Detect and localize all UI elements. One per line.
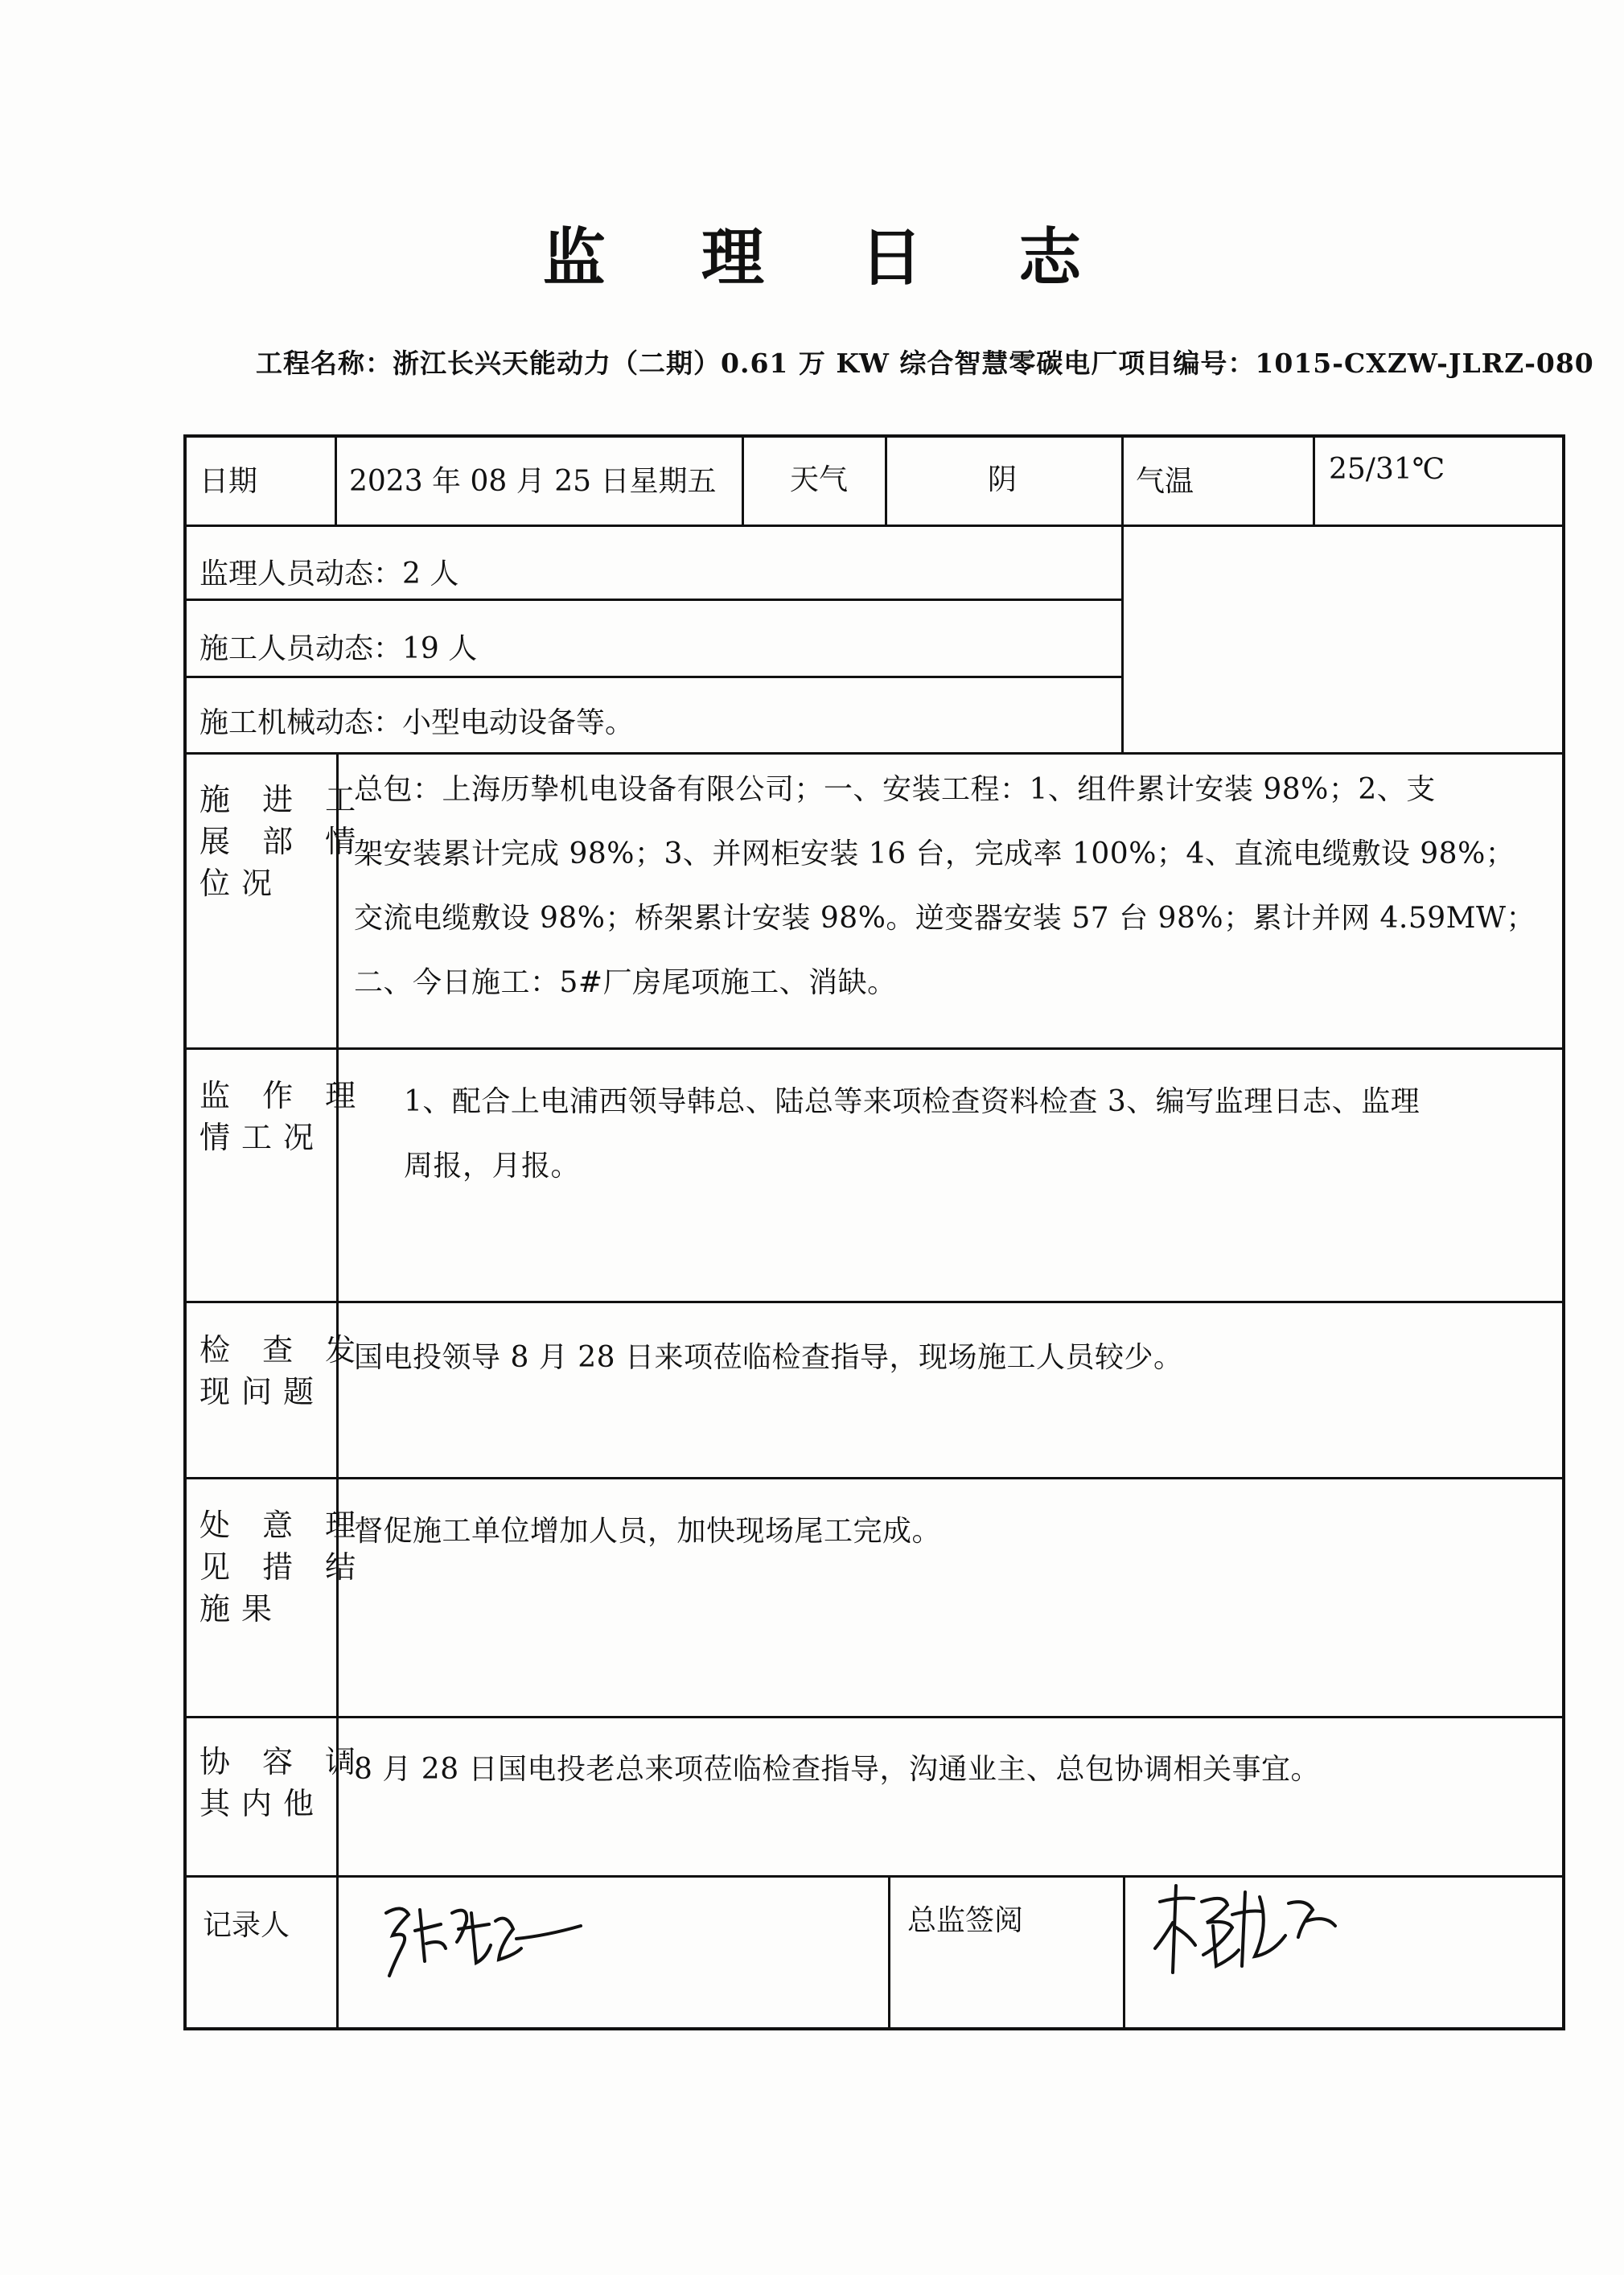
temp-value: 25/31℃	[1329, 453, 1445, 486]
row-divider	[183, 1716, 1565, 1718]
row-divider	[183, 1477, 1565, 1479]
supervision-label	[199, 1075, 367, 1158]
project-value: 浙江长兴天能动力（二期）0.61 万 KW 综合智慧零碳电厂项目编号：1015-CXZW-JLRZ-080	[393, 348, 1594, 379]
date-value: 2023 年 08 月 25 日星期五	[349, 465, 717, 498]
date-label: 日期	[199, 465, 258, 498]
col-divider	[1123, 1875, 1125, 2030]
col-divider	[1121, 434, 1124, 525]
label-line: 现问题	[199, 1374, 326, 1409]
content-line: 国电投领导 8 月 28 日来项莅临检查指导，现场施工人员较少。	[354, 1341, 1183, 1374]
project-label: 工程名称：	[256, 348, 393, 379]
weather-label: 天气	[790, 463, 849, 496]
weather-value: 阴	[988, 463, 1018, 496]
issues-label	[199, 1329, 367, 1413]
row-divider	[183, 1875, 1565, 1878]
row-divider	[183, 525, 1565, 527]
col-divider	[335, 434, 337, 525]
label-line: 情工况	[199, 1120, 326, 1155]
project-line	[256, 343, 1594, 381]
content-line: 交流电缆敷设 98%；桥架累计安装 98%。逆变器安装 57 台 98%；累计并网 4.59MW；	[354, 902, 1536, 935]
measures-content	[354, 1500, 1544, 1564]
row-divider	[183, 752, 1565, 755]
content-line: 架安装累计完成 98%；3、并网柜安装 16 台，完成率 100%；4、直流电缆敷设 98%；	[354, 837, 1515, 870]
label-line: 见 措 结	[199, 1549, 368, 1585]
temp-label: 气温	[1136, 465, 1194, 498]
label-line: 施果	[199, 1591, 284, 1627]
col-divider	[885, 434, 887, 525]
progress-label	[199, 779, 367, 904]
coordination-content	[354, 1738, 1544, 1802]
recorder-label: 记录人	[203, 1909, 290, 1942]
row-divider	[183, 1301, 1565, 1303]
col-divider	[1121, 525, 1124, 752]
row-divider	[183, 599, 1121, 601]
content-line: 二、今日施工：5#厂房尾项施工、消缺。	[354, 966, 897, 999]
coordination-label	[199, 1741, 367, 1825]
chief-signature	[1149, 1878, 1342, 1982]
label-line: 处 意 理	[199, 1508, 368, 1543]
label-line: 监 作 理	[199, 1078, 368, 1113]
content-line: 周报，月报。	[404, 1150, 581, 1183]
content-line: 1、配合上电浦西领导韩总、陆总等来项检查资料检查 3、编写监理日志、监理	[404, 1085, 1420, 1118]
issues-content	[354, 1326, 1544, 1390]
recorder-signature	[378, 1889, 587, 1985]
row-divider	[183, 1047, 1565, 1050]
content-line: 督促施工单位增加人员，加快现场尾工完成。	[354, 1515, 942, 1548]
content-line: 8 月 28 日国电投老总来项莅临检查指导，沟通业主、总包协调相关事宜。	[354, 1753, 1321, 1786]
label-line: 检 查 发	[199, 1332, 368, 1368]
label-line: 位况	[199, 866, 284, 901]
col-divider	[888, 1875, 890, 2030]
machinery-status: 施工机械动态：小型电动设备等。	[199, 706, 635, 739]
chief-label: 总监签阅	[907, 1904, 1024, 1937]
measures-label	[199, 1504, 367, 1630]
supervisor-count: 监理人员动态：2 人	[199, 557, 459, 590]
worker-count: 施工人员动态：19 人	[199, 632, 478, 665]
col-divider	[742, 434, 744, 525]
page-title: 监 理 日 志	[542, 221, 1119, 294]
label-line: 展 部 情	[199, 824, 368, 859]
row-divider	[183, 676, 1121, 678]
label-line: 协 容 调	[199, 1744, 368, 1779]
content-line: 总包：上海历挚机电设备有限公司；一、安装工程：1、组件累计安装 98%；2、支	[354, 773, 1436, 806]
col-divider	[1313, 434, 1315, 525]
label-line: 施 进 工	[199, 782, 368, 817]
label-line: 其内他	[199, 1786, 326, 1821]
progress-content	[354, 758, 1544, 1015]
supervision-content	[404, 1070, 1546, 1199]
